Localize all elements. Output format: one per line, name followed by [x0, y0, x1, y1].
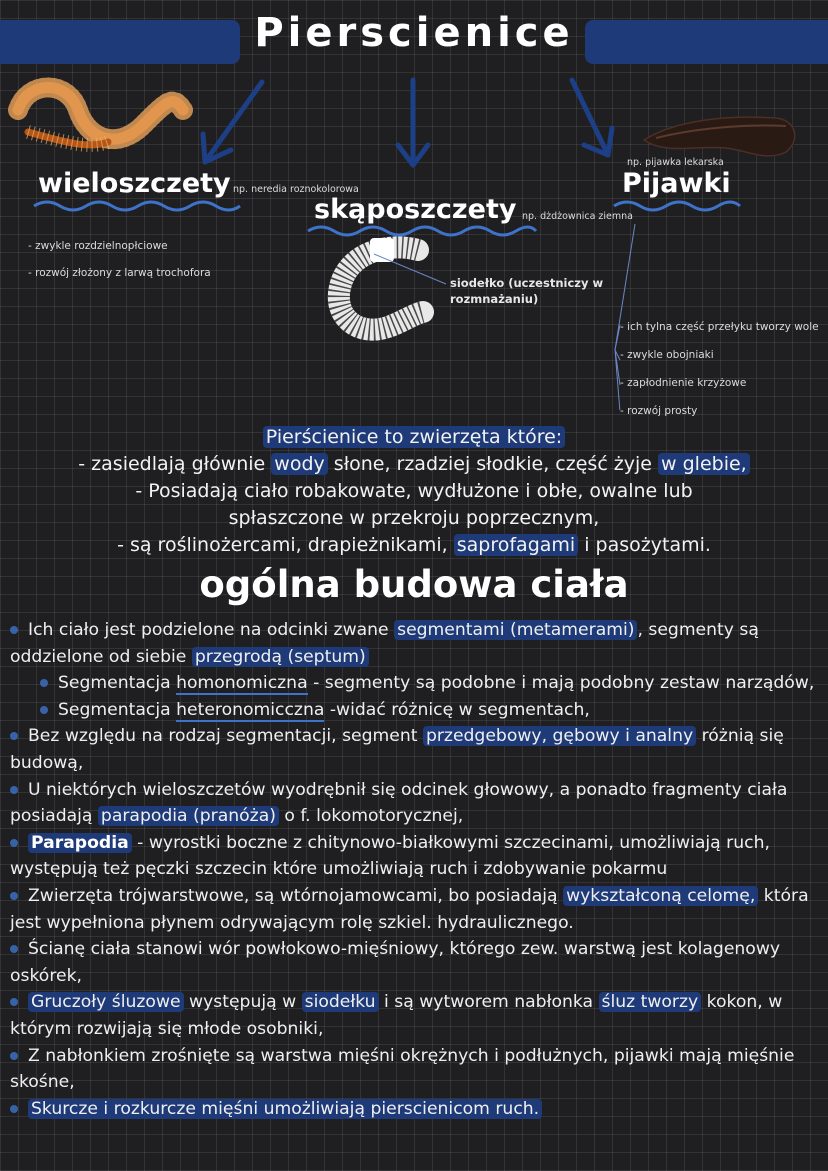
- pijawki-feature-1: - ich tylna część przełyku tworzy wole: [620, 321, 819, 333]
- intro-line-2: - Posiadają ciało robakowate, wydłużone i obłe, owalne lub: [135, 480, 693, 502]
- note-paragraph: Segmentacja heteronomicczna -widać różnicę w segmentach,: [10, 697, 818, 724]
- intro-line-4: - są roślinożercami, drapieżnikami, saprofagami i pasożytami.: [117, 534, 711, 556]
- intro-line-3: spłaszczone w przekroju poprzecznym,: [228, 507, 600, 529]
- group-example-wieloszczety: np. neredia roznokolorowa: [233, 184, 359, 195]
- clitellum-annotation-line1: siodełko (uczestniczy w: [450, 276, 604, 290]
- bullet-icon: [10, 626, 18, 634]
- group-name-skaposzczety: skąposzczety: [314, 194, 517, 225]
- note-paragraph: Ich ciało jest podzielone na odcinki zwane segmentami (metamerami) , segmenty są oddzielone od siebie przegrodą (septum): [10, 620, 759, 667]
- polychaete-worm-image: [8, 70, 193, 165]
- note-paragraph: Gruczoły śluzowe występują w siodełku i są wytworem nabłonka śluz tworzy kokon, w którym rozwijają się młode osobniki,: [10, 992, 783, 1039]
- arrow-to-pijawki: [572, 80, 608, 155]
- clitellum-annotation-line2: rozmnażaniu): [450, 292, 539, 306]
- bullet-icon: [10, 1052, 18, 1060]
- squiggle-underline: [306, 224, 538, 238]
- intro-heading: Pierścienice to zwierzęta które:: [0, 424, 828, 451]
- section-heading: ogólna budowa ciała: [199, 563, 629, 606]
- group-example-pijawki: np. pijawka lekarska: [627, 157, 724, 168]
- body-notes: [10, 617, 818, 1122]
- note-paragraph: Zwierzęta trójwarstwowe, są wtórnojamowcami, bo posiadają wykształconą celomę, która jest wypełniona płynem odrywającym rolę szkiel. hydraulicznego.: [10, 885, 809, 933]
- group-name-wieloszczety: wieloszczety: [38, 168, 231, 199]
- bullet-icon: [10, 786, 18, 794]
- pijawki-feature-3: - zapłodnienie krzyżowe: [620, 377, 747, 389]
- group-name-pijawki: Pijawki: [622, 168, 731, 199]
- group-example-skaposzczety: np. dżdżownica ziemna: [522, 211, 633, 222]
- wieloszczety-feature-2: - rozwój złożony z larwą trochofora: [28, 267, 211, 279]
- note-paragraph: Parapodia - wyrostki boczne z chitynowo-białkowymi szczecinami, umożliwiają ruch, występują też pęczki szczecin które umożliwiają ruch i zdobywanie pokarmu: [10, 832, 770, 880]
- page-title: Pierscienice: [254, 10, 574, 56]
- note-paragraph: Z nabłonkiem zrośnięte są warstwa mięśni okrężnych i podłużnych, pijawki mają mięśnie skośne,: [10, 1045, 795, 1093]
- pijawki-feature-4: - rozwój prosty: [620, 405, 698, 417]
- note-paragraph: Ścianę ciała stanowi wór powłokowo-mięśniowy, którego zew. warstwą jest kolagenowy oskórek,: [10, 939, 781, 986]
- bullet-icon: [10, 945, 18, 953]
- squiggle-underline: [32, 199, 242, 213]
- note-paragraph: Bez względu na rodzaj segmentacji, segment przedgebowy, gębowy i analny różnią się budową,: [10, 726, 784, 773]
- intro-block: [0, 424, 828, 559]
- squiggle-underline: [612, 199, 742, 213]
- clitellum-pointer: [370, 250, 450, 290]
- bullet-icon: [10, 839, 18, 847]
- bullet-icon: [10, 732, 18, 740]
- pijawki-feature-2: - zwykle obojniaki: [620, 349, 714, 361]
- bullet-icon: [40, 706, 48, 714]
- bullet-icon: [10, 1105, 18, 1113]
- bullet-icon: [10, 892, 18, 900]
- note-paragraph: Skurcze i rozkurcze mięśni umożliwiają pierscienicom ruch.: [10, 1096, 818, 1123]
- bullet-icon: [10, 998, 18, 1006]
- intro-line-1: - zasiedlają głównie wody słone, rzadziej słodkie, część żyje w glebie,: [0, 451, 828, 478]
- note-paragraph: U niektórych wieloszczetów wyodrębnił się odcinek głowowy, a ponadto fragmenty ciała posiadają parapodia (pranóża) o f. lokomotorycznej,: [10, 779, 788, 827]
- note-paragraph: Segmentacja homonomiczna - segmenty są podobne i mają podobny zestaw narządów,: [10, 670, 818, 697]
- wieloszczety-feature-1: - zwykle rozdzielnopłciowe: [28, 240, 168, 252]
- bullet-icon: [40, 679, 48, 687]
